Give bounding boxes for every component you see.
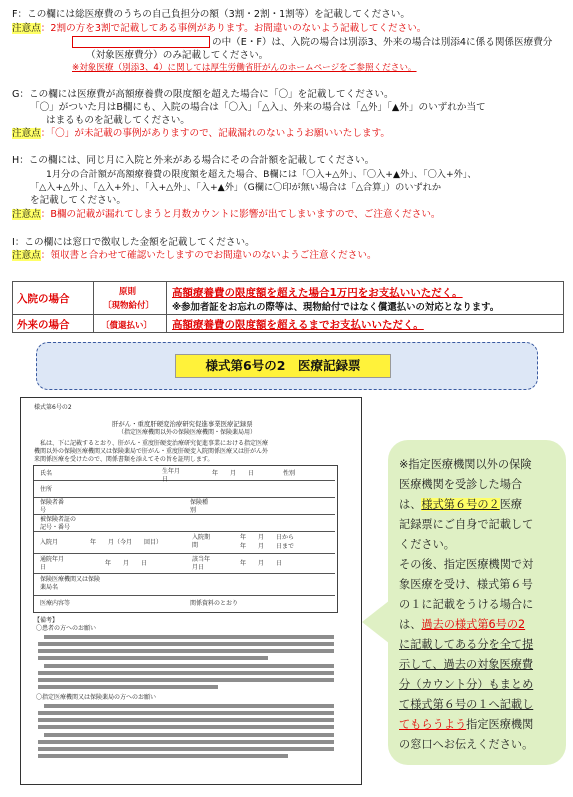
fine-print-line bbox=[44, 664, 334, 668]
fine-print-line bbox=[38, 656, 268, 660]
callout-text: 指定医療機関 bbox=[466, 718, 534, 731]
form-to: 年 月 日まで bbox=[240, 543, 295, 550]
form-admission-val: 年 月（今月 回目） bbox=[90, 539, 163, 546]
form-remarks-sub1: 〇患者の方へのお願い bbox=[36, 625, 97, 632]
callout-highlight: 様式第６号の２ bbox=[421, 498, 500, 511]
callout-text: 医療 bbox=[499, 498, 523, 511]
inpatient-text-cell bbox=[166, 282, 563, 314]
callout-line: の１に記載をうける場合に bbox=[399, 598, 534, 611]
form-from: 年 月 日から bbox=[240, 534, 295, 541]
note-f-line3-text: の中（E・F）は、入院の場合は別添3、外来の場合は別添4に係る関係医療費分 bbox=[212, 37, 553, 48]
note-f-line4: （対象医療費分）のみ記載してください。 bbox=[86, 50, 269, 61]
callout-line: て様式第６号の１へ記載し bbox=[399, 698, 534, 711]
note-i-line1: I：この欄には窓口で徴収した金額を記載してください。 bbox=[12, 237, 255, 248]
form-visit-val: 年 月 日 bbox=[105, 560, 148, 567]
notice-text: ：B欄の記載が漏れてしまうと月数カウントに影響が出てしまいますので、ご注意ください。 bbox=[40, 209, 441, 220]
note-i-notice bbox=[12, 249, 377, 262]
note-g-line1: G：この欄には医療費が高額療養費の限度額を超えた場合に「〇」を記載してください。 bbox=[12, 89, 394, 100]
note-h-line4: を記載してください。 bbox=[30, 195, 126, 206]
callout-line bbox=[399, 615, 525, 635]
note-g-notice bbox=[12, 127, 390, 140]
callout-line: その後、指定医療機関で対 bbox=[399, 558, 534, 571]
form-admission: 入院月 bbox=[40, 539, 59, 546]
fine-print-line bbox=[38, 678, 334, 682]
fine-print-line bbox=[38, 671, 334, 675]
fine-print-line bbox=[38, 725, 334, 729]
callout-text: は、 bbox=[399, 498, 422, 511]
fine-print-line bbox=[38, 685, 218, 689]
note-g-line2: 「〇」がついた月はB欄にも、入院の場合は「〇入」「△入」、外来の場合は「△外」「▲外」のいずれか当て bbox=[30, 102, 486, 113]
fine-print-line bbox=[44, 635, 334, 639]
form-birth: 生年月日 bbox=[162, 468, 181, 483]
fine-print-line bbox=[44, 733, 334, 737]
form-remarks: 【備考】 bbox=[34, 617, 59, 624]
form-row-address bbox=[34, 480, 335, 498]
form-attend-val: 年 月 日 bbox=[240, 560, 283, 567]
form-title2: （指定医療機関以外の保険医療機関・保険薬局用） bbox=[118, 429, 257, 436]
form-address: 住所 bbox=[40, 486, 53, 493]
note-f-line1: F：この欄には総医療費のうちの自己負担分の額（3割・2割・1割等）を記載してください。 bbox=[12, 9, 410, 20]
callout-line: 記録票にご自身で記載して bbox=[399, 518, 534, 531]
inpatient-sub1: 原則 bbox=[119, 287, 137, 297]
form-facility: 保険医療機関又は保険薬局名 bbox=[40, 576, 101, 591]
callout-line: ください。 bbox=[399, 538, 455, 551]
form-row-insurer bbox=[34, 497, 335, 515]
note-h-notice bbox=[12, 208, 441, 221]
fine-print-line bbox=[38, 711, 334, 715]
payment-table bbox=[12, 281, 564, 333]
inpatient-sub2: 〔現物給付〕 bbox=[103, 301, 155, 311]
callout-red-text: てもらうよう bbox=[399, 718, 467, 731]
callout-tail bbox=[362, 600, 390, 644]
form-intro3: 来関係医療を受けたので、関係書類を添えてその旨を証明します。 bbox=[34, 456, 214, 463]
callout-red-text: 過去の様式第6号の2 bbox=[421, 618, 526, 631]
form-row-visit bbox=[34, 553, 335, 574]
notice-text: ：領収書と合わせて確認いたしますのでお間違いのないようご注意ください。 bbox=[40, 250, 377, 261]
notice-label: 注意点 bbox=[12, 250, 41, 261]
form-intro1: 私は、下に記載するとおり、肝がん・重度肝硬変治療研究促進事業における指定医療 bbox=[40, 440, 269, 447]
notice-label: 注意点 bbox=[12, 23, 41, 34]
form-sign: 被保険者証の記号・番号 bbox=[40, 516, 77, 531]
form-name: 氏名 bbox=[40, 470, 53, 477]
note-h-line2: 1月分の合計額が高額療養費の限度額を超えた場合、B欄には「〇入+△外」、「〇入+▲外」、「〇入+外」、 bbox=[46, 169, 477, 180]
inpatient-text1: 高額療養費の限度額を超えた場合1万円をお支払いいただく。 bbox=[172, 287, 463, 299]
note-f-line3 bbox=[72, 36, 552, 49]
form-insurer: 保険者番号 bbox=[40, 499, 65, 514]
notice-text: ：2割の方を3割で記載してある事例があります。お間違いのないよう記載してください。 bbox=[40, 23, 427, 34]
red-highlight-box bbox=[72, 36, 210, 48]
fine-print-line bbox=[38, 747, 334, 751]
callout-line: 象医療を受け、様式第６号 bbox=[399, 578, 533, 591]
fine-print-line bbox=[38, 642, 334, 646]
table-row-inpatient bbox=[13, 282, 563, 314]
note-h-line1: H：この欄には、同じ月に入院と外来がある場合にその合計額を記載してください。 bbox=[12, 155, 375, 166]
fine-print-line bbox=[38, 649, 334, 653]
notice-label: 注意点 bbox=[12, 209, 41, 220]
fine-print-line bbox=[38, 718, 334, 722]
outpatient-sub: 〔償還払い〕 bbox=[101, 321, 153, 331]
form-intro2: 機関以外の保険医療機関又は保険薬局で肝がん・重度肝硬変入院関係医療又は肝がん外 bbox=[34, 448, 269, 455]
table-row-outpatient bbox=[13, 314, 563, 332]
form-birth-date: 年 月 日 bbox=[212, 470, 255, 477]
form-remarks-sub2: 〇指定医療機関又は保険薬局の方へのお願い bbox=[36, 694, 157, 701]
callout-line bbox=[399, 495, 522, 515]
outpatient-label: 外来の場合 bbox=[17, 319, 70, 331]
outpatient-sub-cell bbox=[93, 315, 167, 332]
callout-line: に記載してある分を全て提 bbox=[399, 638, 534, 651]
outpatient-text-cell bbox=[166, 315, 563, 332]
callout-line: の窓口へお伝えください。 bbox=[399, 738, 534, 751]
notice-text: ：「〇」が未記載の事例がありますので、記載漏れのないようお願いいたします。 bbox=[40, 128, 390, 139]
outpatient-label-cell bbox=[13, 315, 94, 332]
fine-print-line bbox=[38, 740, 334, 744]
callout-line: 分（カウント分）もまとめ bbox=[399, 678, 534, 691]
note-f-line5: ※対象医療（別添3、4）に関しては厚生労働省肝がんのホームページをご参照ください。 bbox=[72, 63, 417, 73]
callout-line bbox=[399, 715, 533, 735]
banner-title: 様式第6号の2 医療記録票 bbox=[175, 354, 391, 378]
note-h-line3: 「△入+△外」、「△入+外」、「入+△外」、「入+▲外」（G欄に〇印が無い場合は「△合算」）のいずれか bbox=[30, 182, 442, 193]
note-f-notice bbox=[12, 22, 426, 35]
note-g-line3: はまるものを記載してください。 bbox=[46, 115, 190, 126]
form-header: 様式第6号の2 bbox=[34, 404, 72, 411]
form-visit: 通院年月日 bbox=[40, 556, 65, 571]
form-title1: 肝がん・重度肝硬変治療研究促進事業医療記録票 bbox=[112, 420, 253, 428]
form-period: 入院期間 bbox=[192, 534, 211, 549]
inpatient-label: 入院の場合 bbox=[17, 293, 70, 305]
callout-line: 医療機関を受診した場合 bbox=[399, 478, 523, 491]
form-sex: 性別 bbox=[283, 470, 296, 477]
outpatient-text: 高額療養費の限度額を超えるまでお支払いいただく。 bbox=[172, 319, 424, 331]
inpatient-label-cell bbox=[13, 282, 94, 314]
form-content: 医療内容等 bbox=[40, 600, 71, 607]
form-attend: 該当年月日 bbox=[192, 556, 211, 571]
callout-text: は、 bbox=[399, 618, 422, 631]
form-content-val: 関係資料のとおり bbox=[190, 600, 239, 607]
inpatient-sub-cell bbox=[93, 282, 167, 314]
fine-print-line bbox=[38, 754, 288, 758]
notice-label: 注意点 bbox=[12, 128, 41, 139]
callout-line: ※指定医療機関以外の保険 bbox=[399, 458, 532, 471]
inpatient-text2: ※参加者証をお忘れの際等は、現物給付ではなく償還払いの対応となります。 bbox=[172, 302, 500, 313]
fine-print-line bbox=[44, 704, 334, 708]
callout-line: 示して、過去の対象医療費 bbox=[399, 658, 534, 671]
form-insurance-type: 保険種別 bbox=[190, 499, 209, 514]
